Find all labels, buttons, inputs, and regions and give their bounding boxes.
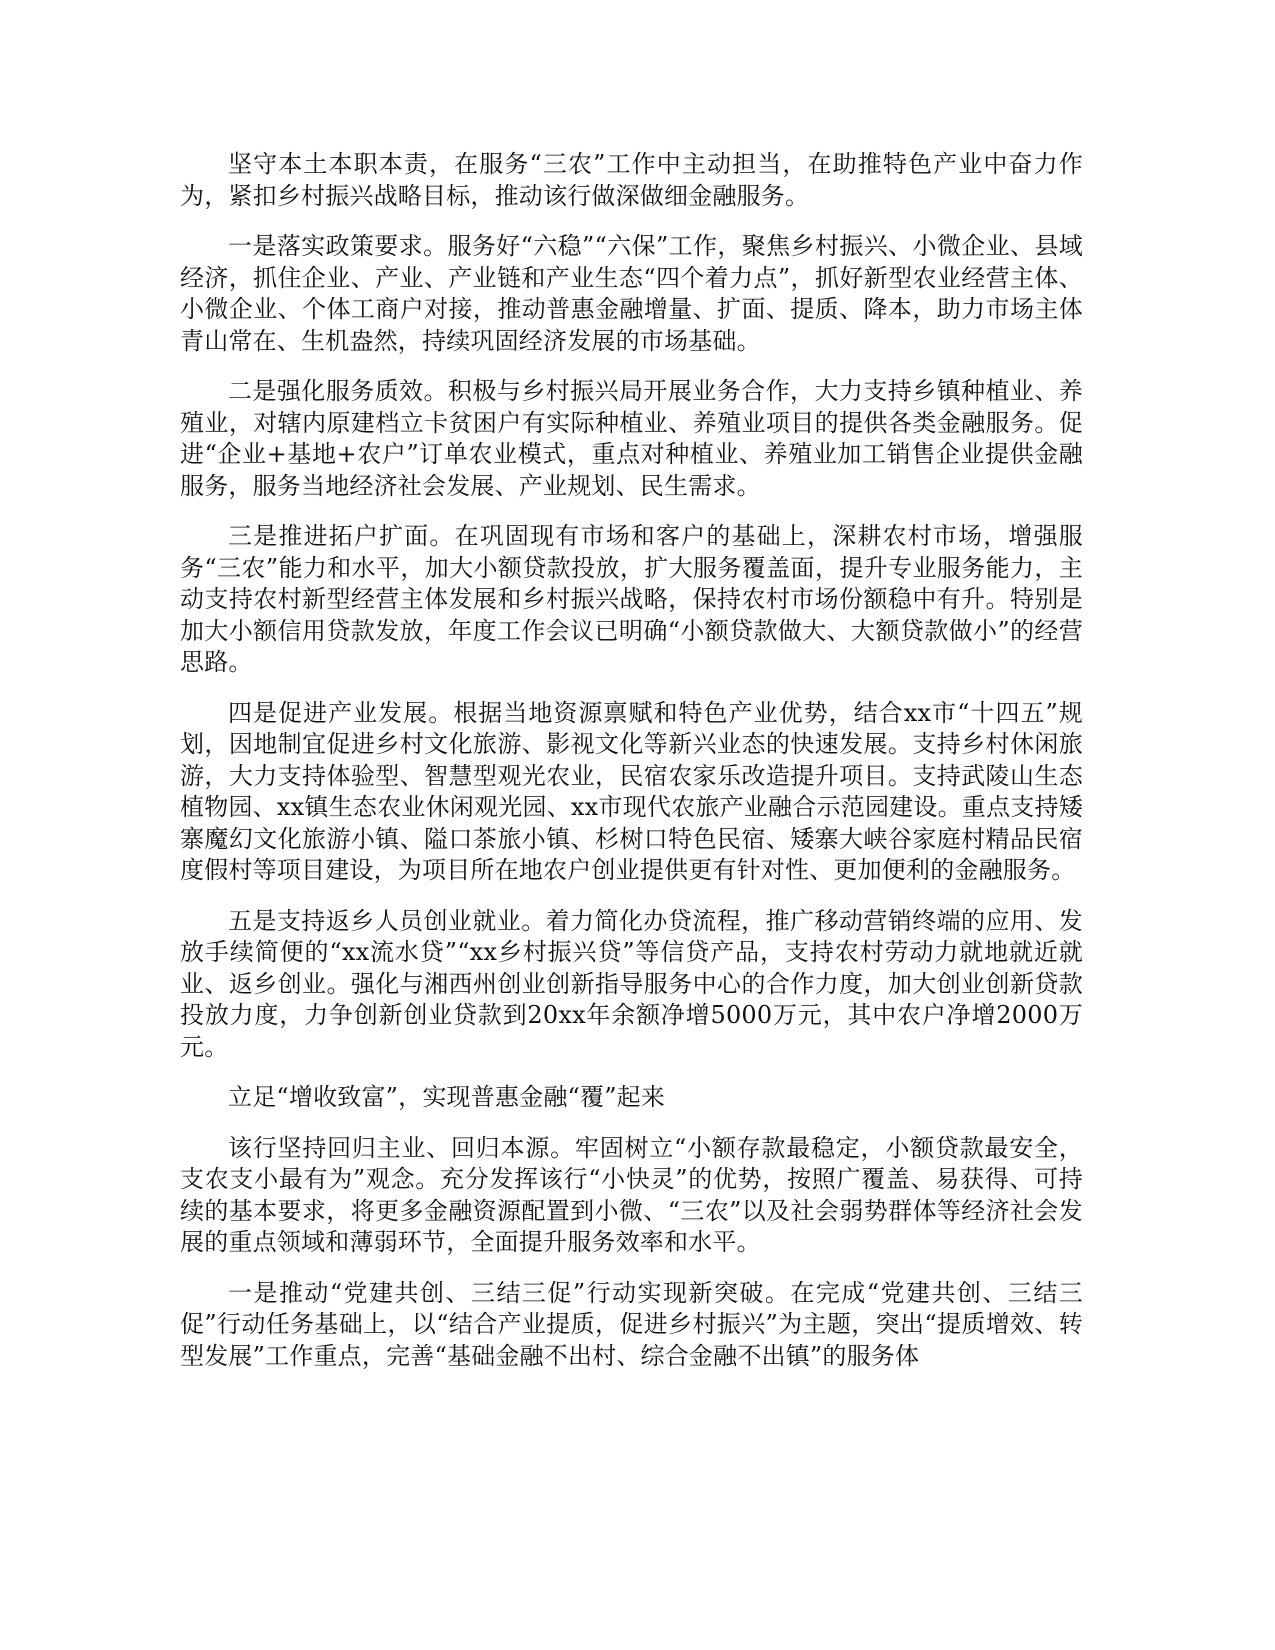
paragraph-customer-expansion: 三是推进拓户扩面。在巩固现有市场和客户的基础上，深耕农村市场，增强服务“三农”能力和水平，加大小额贷款投放，扩大服务覆盖面，提升专业服务能力，主动支持农村新型经营主体发展和乡村振兴战略，保持农村市场份额稳中有升。特别是加大小额信用贷款发放，年度工作会议已明确“小额贷款做大、大额贷款做小”的经营思路。 [180, 522, 1083, 676]
paragraph-inclusive-finance: 该行坚持回归主业、回归本源。牢固树立“小额存款最稳定，小额贷款最安全，支农支小最有为”观念。充分发挥该行“小快灵”的优势，按照广覆盖、易获得、可持续的基本要求，将更多金融资源配置到小微、“三农”以及社会弱势群体等经济社会发展的重点领域和薄弱环节，全面提升服务效率和水平。 [180, 1133, 1083, 1256]
section-heading: 立足“增收致富”，实现普惠金融“覆”起来 [228, 1083, 666, 1111]
paragraph-industry-development: 四是促进产业发展。根据当地资源禀赋和特色产业优势，结合xx市“十四五”规划，因地制宜促进乡村文化旅游、影视文化等新兴业态的快速发展。支持乡村休闲旅游，大力支持体验型、智慧型观光农业，民宿农家乐改造提升项目。支持武陵山生态植物园、xx镇生态农业休闲观光园、xx市现代农旅产业融合示范园建设。重点支持矮寨魔幻文化旅游小镇、隘口茶旅小镇、杉树口特色民宿、矮寨大峡谷家庭村精品民宿度假村等项目建设，为项目所在地农户创业提供更有针对性、更加便利的金融服务。 [180, 698, 1083, 884]
paragraph-policy: 一是落实政策要求。服务好“六稳”“六保”工作，聚焦乡村振兴、小微企业、县域经济，抓住企业、产业、产业链和产业生态“四个着力点”，抓好新型农业经营主体、小微企业、个体工商户对接，推动普惠金融增量、扩面、提质、降本，助力市场主体青山常在、生机盎然，持续巩固经济发展的市场基础。 [180, 232, 1083, 355]
paragraph-service-quality: 二是强化服务质效。积极与乡村振兴局开展业务合作，大力支持乡镇种植业、养殖业，对辖内原建档立卡贫困户有实际种植业、养殖业项目的提供各类金融服务。促进“企业+基地+农户”订单农业模式，重点对种植业、养殖业加工销售企业提供金融服务，服务当地经济社会发展、产业规划、民生需求。 [180, 377, 1083, 500]
paragraph-intro: 坚守本土本职本责，在服务“三农”工作中主动担当，在助推特色产业中奋力作为，紧扣乡村振兴战略目标，推动该行做深做细金融服务。 [180, 150, 1083, 210]
paragraph-returnee-employment: 五是支持返乡人员创业就业。着力简化办贷流程，推广移动营销终端的应用、发放手续简便的“xx流水贷”“xx乡村振兴贷”等信贷产品，支持农村劳动力就地就近就业、返乡创业。强化与湘西州创业创新指导服务中心的合作力度，加大创业创新贷款投放力度，力争创新创业贷款到20xx年余额净增5000万元，其中农户净增2000万元。 [180, 906, 1083, 1061]
document-body [180, 149, 1083, 1391]
paragraph-party-building: 一是推动“党建共创、三结三促”行动实现新突破。在完成“党建共创、三结三促”行动任务基础上，以“结合产业提质，促进乡村振兴”为主题，突出“提质增效、转型发展”工作重点，完善“基础金融不出村、综合金融不出镇”的服务体 [180, 1278, 1083, 1370]
